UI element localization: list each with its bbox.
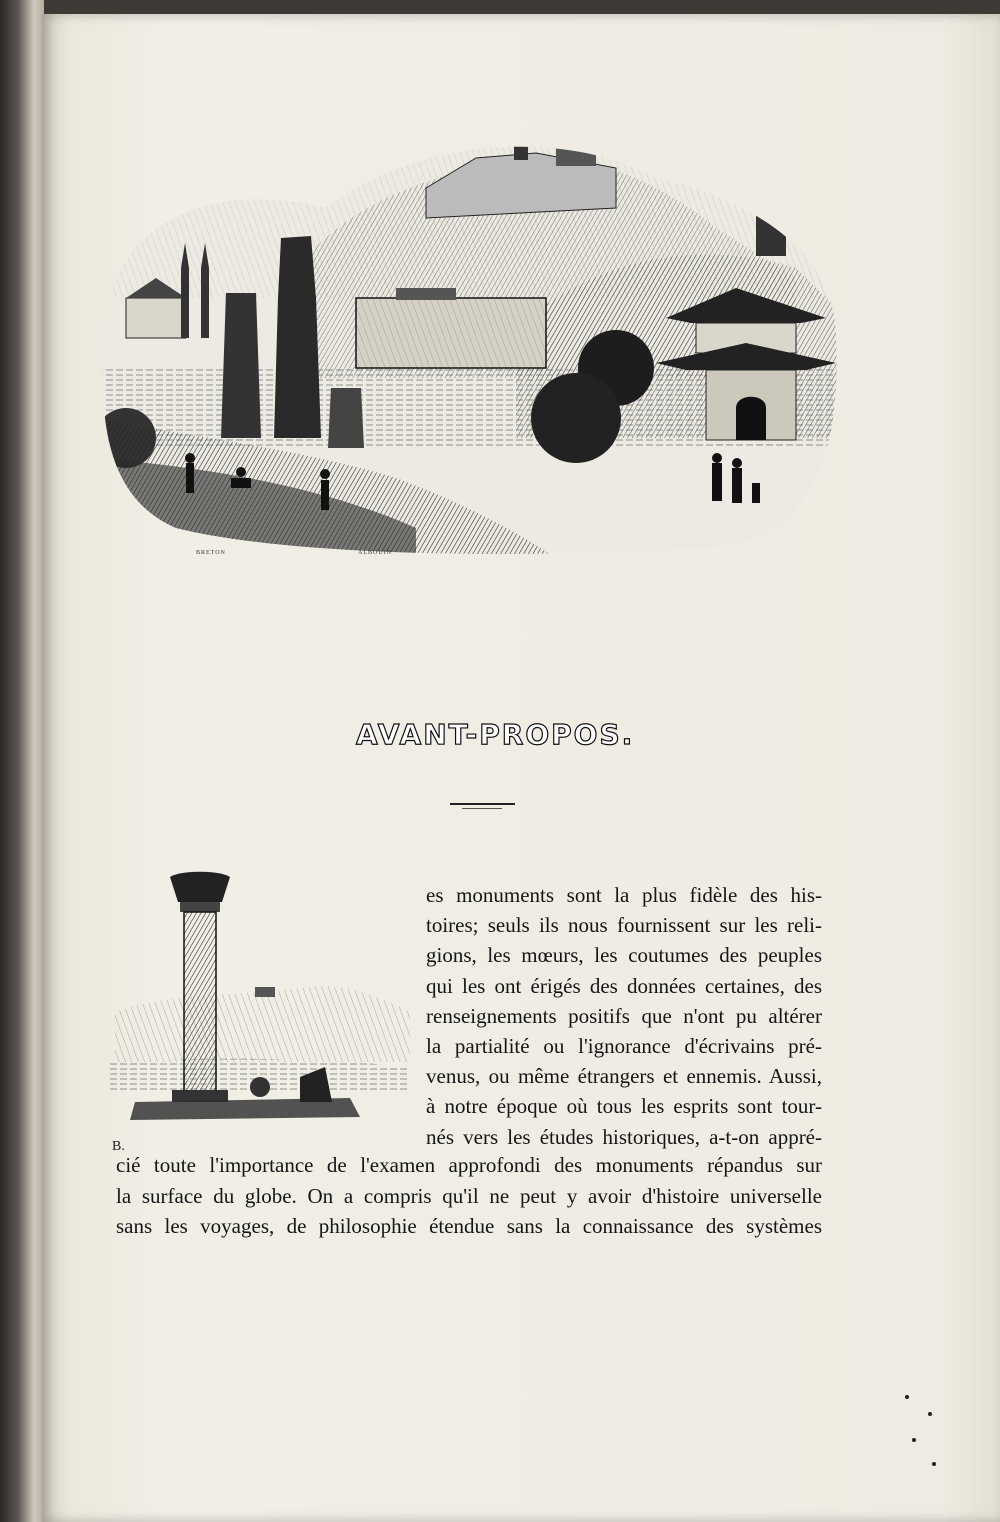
paper-speck bbox=[932, 1462, 936, 1466]
text-line: la partialité ou l'ignorance d'écrivains pré- bbox=[426, 1033, 822, 1058]
text-line: à notre époque où tous les esprits sont tour- bbox=[426, 1094, 822, 1119]
text-line: venus, ou même étrangers et ennemis. Aussi, bbox=[426, 1064, 822, 1089]
column-engraving bbox=[110, 862, 420, 1152]
page-title: AVANT-PROPOS. bbox=[356, 718, 635, 751]
top-engraving bbox=[96, 118, 846, 558]
paper-speck bbox=[928, 1412, 932, 1416]
engraving-credit-right: ALBOUIN bbox=[358, 550, 392, 556]
text-line: renseignements positifs que n'ont pu altérer bbox=[426, 1003, 822, 1028]
text-line: nés vers les études historiques, a-t-on appré- bbox=[426, 1124, 822, 1149]
title-rule bbox=[450, 803, 515, 805]
text-line: cié toute l'importance de l'examen approfondi des monuments répandus sur bbox=[116, 1153, 822, 1177]
text-line: es monuments sont la plus fidèle des his- bbox=[426, 883, 822, 907]
title-rule-secondary bbox=[462, 808, 502, 809]
paragraph-full-width bbox=[116, 1150, 822, 1242]
text-line: sans les voyages, de philosophie étendue sans la connaissance des systèmes bbox=[116, 1214, 822, 1239]
engraving-credit-left: BRETON bbox=[196, 550, 226, 556]
text-line: qui les ont érigés des données certaines, des bbox=[426, 973, 822, 998]
text-line: toires; seuls ils nous fournissent sur les reli- bbox=[426, 913, 822, 938]
paper-speck bbox=[912, 1438, 916, 1442]
paragraph-right-column bbox=[426, 880, 822, 1152]
book-spine bbox=[0, 0, 44, 1522]
text-line: gions, les mœurs, les coutumes des peuples bbox=[426, 943, 822, 968]
engraving-monogram: B. bbox=[112, 1139, 125, 1152]
paper-speck bbox=[905, 1395, 909, 1399]
text-line: la surface du globe. On a compris qu'il ne peut y avoir d'histoire universelle bbox=[116, 1183, 822, 1208]
